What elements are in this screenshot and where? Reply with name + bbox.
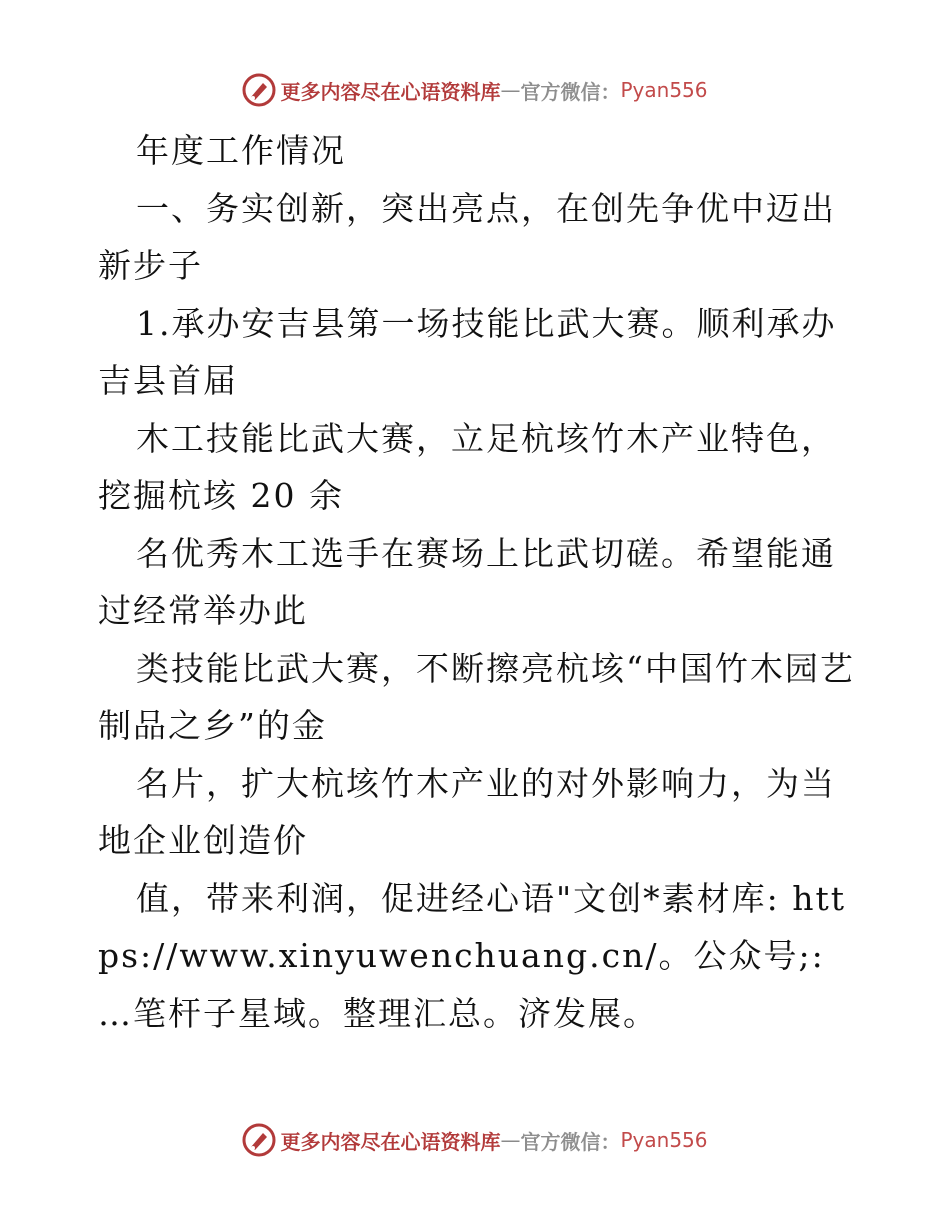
banner-brand-text: 更多内容尽在心语资料库 [280,79,501,104]
body-paragraph: 木工技能比武大赛，立足杭垓竹木产业特色，挖掘杭垓 20 余 [98,418,836,515]
banner-wechat-label: 官方微信： [520,79,621,104]
banner-wechat-id: Pyan556 [620,78,708,102]
section-heading: 一、务实创新，突出亮点，在创先争优中迈出新步子 [98,188,836,285]
banner-wechat-label: 官方微信： [520,1129,621,1154]
body-paragraph: 名片，扩大杭垓竹木产业的对外影响力，为当地企业创造价 [98,763,836,860]
banner-separator: — [500,78,521,102]
header-watermark-banner [0,70,950,110]
banner-wechat-id: Pyan556 [620,1128,708,1152]
body-paragraph: 1.承办安吉县第一场技能比武大赛。顺利承办吉县首届 [98,303,837,400]
body-paragraph: 类技能比武大赛，不断擦亮杭垓“中国竹木园艺制品之乡”的金 [98,648,855,745]
body-paragraph: 值，带来利润，促进经心语"文创*素材库: https://www.xinyuwenchuang.cn/。公众号;: …笔杆子星域。整理汇总。济发展。 [98,878,847,1033]
pen-nib-logo-icon [242,1123,276,1157]
banner-separator: — [500,1128,521,1152]
pen-nib-logo-icon [242,73,276,107]
body-paragraph: 名优秀木工选手在赛场上比武切磋。希望能通过经常举办此 [98,533,836,630]
banner-brand-text: 更多内容尽在心语资料库 [280,1129,501,1154]
document-body [98,122,858,1042]
footer-watermark-banner [0,1120,950,1160]
doc-title: 年度工作情况 [136,131,346,170]
